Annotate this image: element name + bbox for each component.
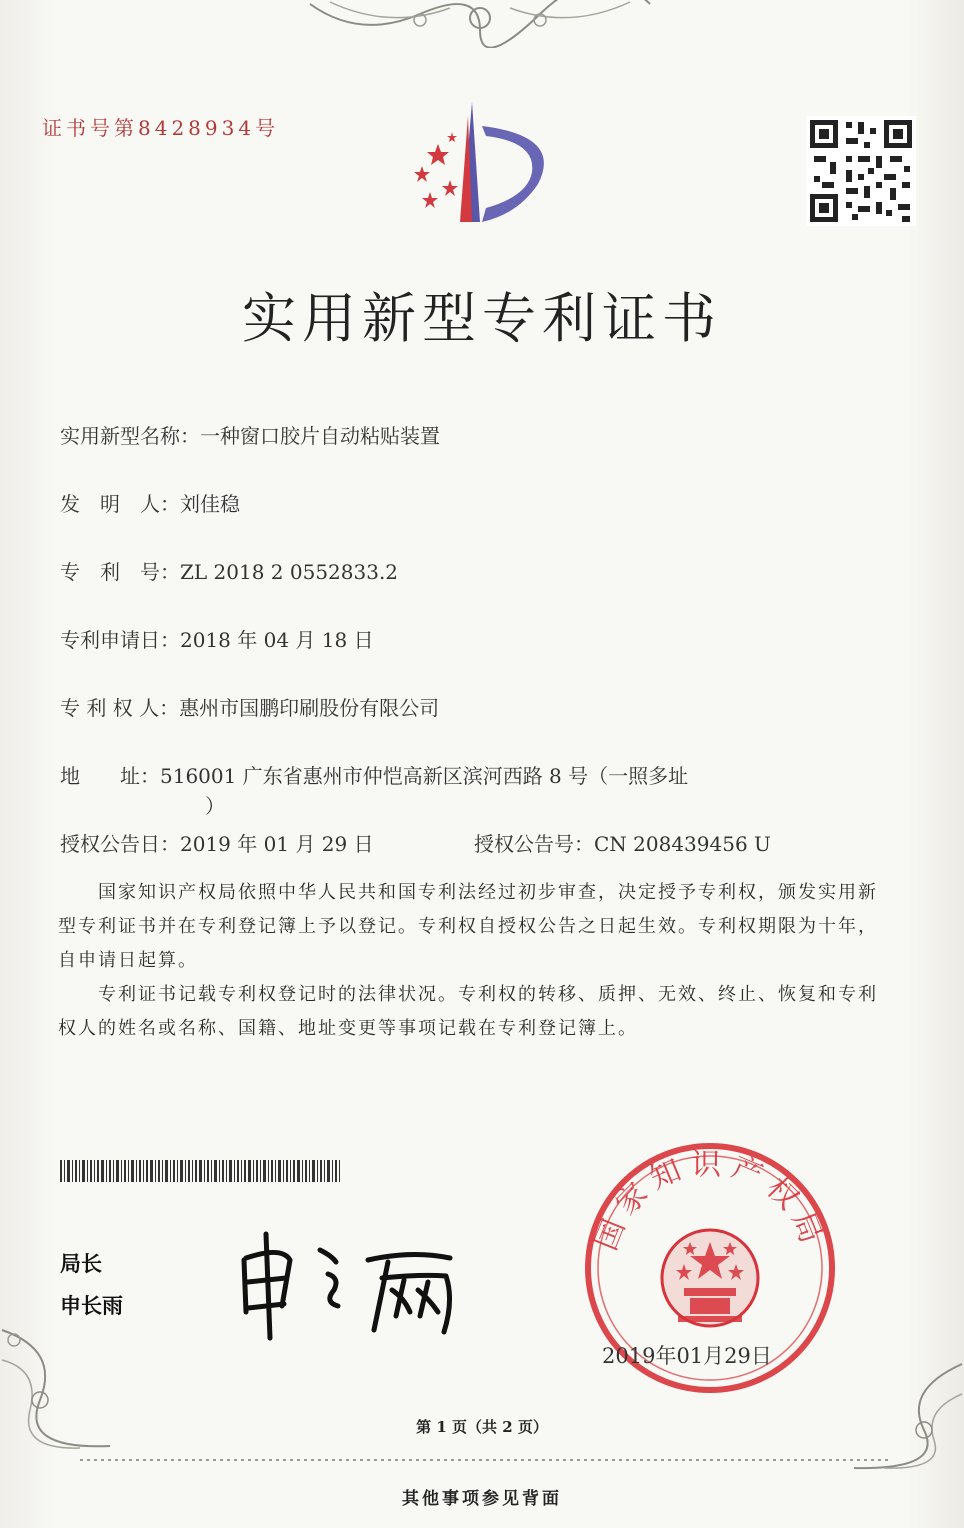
field-patentee: [60, 692, 439, 721]
seal-text: 国家知识产权局: [588, 1147, 832, 1256]
footer-note: 其他事项参见背面: [402, 1489, 562, 1509]
field-address-continuation: ）: [205, 794, 225, 818]
field-address-value: 516001 广东省惠州市仲恺高新区滨河西路 8 号（一照多址: [160, 764, 689, 788]
field-name: [60, 420, 440, 449]
bottom-border: [0, 1455, 964, 1465]
signatory-name: 申长雨: [60, 1294, 123, 1318]
seal-date: 2019年01月29日: [602, 1344, 772, 1368]
field-grant-date: [60, 828, 374, 857]
handwritten-signature: [232, 1220, 482, 1350]
body-paragraph-1: 国家知识产权局依照中华人民共和国专利法经过初步审查，决定授予专利权，颁发实用新型专利证书并在专利登记簿上予以登记。专利权自授权公告之日起生效。专利权期限为十年，自申请日起算。: [58, 882, 878, 971]
field-grant-number: [474, 828, 771, 857]
top-ornament: [300, 0, 660, 48]
field-filing-date: [60, 624, 374, 653]
field-address-label: 地 址：: [60, 764, 160, 788]
field-patent-number: [60, 556, 398, 585]
field-name-value: 一种窗口胶片自动粘贴装置: [200, 424, 440, 448]
qr-code[interactable]: [806, 116, 916, 226]
field-name-label: 实用新型名称：: [60, 424, 200, 448]
field-patent-number-label: 专 利 号：: [60, 560, 180, 584]
field-patentee-value: 惠州市国鹏印刷股份有限公司: [179, 696, 440, 720]
field-patentee-label: 专 利 权 人：: [60, 696, 180, 720]
signatory-title: 局长: [60, 1252, 102, 1276]
field-inventor-value: 刘佳稳: [180, 492, 240, 516]
field-address: [60, 760, 688, 789]
field-grant-date-value: 2019 年 01 月 29 日: [180, 832, 374, 856]
field-grant-number-value: CN 208439456 U: [594, 832, 771, 856]
field-grant-number-label: 授权公告号：: [474, 832, 594, 856]
field-inventor-label: 发 明 人：: [60, 492, 180, 516]
barcode: [60, 1160, 340, 1182]
field-filing-date-label: 专利申请日：: [60, 628, 180, 652]
patent-office-logo-icon: [398, 96, 568, 226]
field-filing-date-value: 2018 年 04 月 18 日: [180, 628, 374, 652]
field-patent-number-value: ZL 2018 2 0552833.2: [180, 560, 399, 584]
bottom-right-ornament: [824, 1360, 964, 1470]
page-number: 第 1 页（共 2 页）: [416, 1418, 548, 1436]
certificate-number: 证书号第8428934号: [42, 116, 280, 140]
body-paragraph-2: 专利证书记载专利权登记时的法律状况。专利权的转移、质押、无效、终止、恢复和专利权人的姓名或名称、国籍、地址变更等事项记载在专利登记簿上。: [58, 984, 878, 1039]
certificate-title: 实用新型专利证书: [242, 287, 722, 350]
field-grant-date-label: 授权公告日：: [60, 832, 180, 856]
field-inventor: [60, 488, 240, 517]
